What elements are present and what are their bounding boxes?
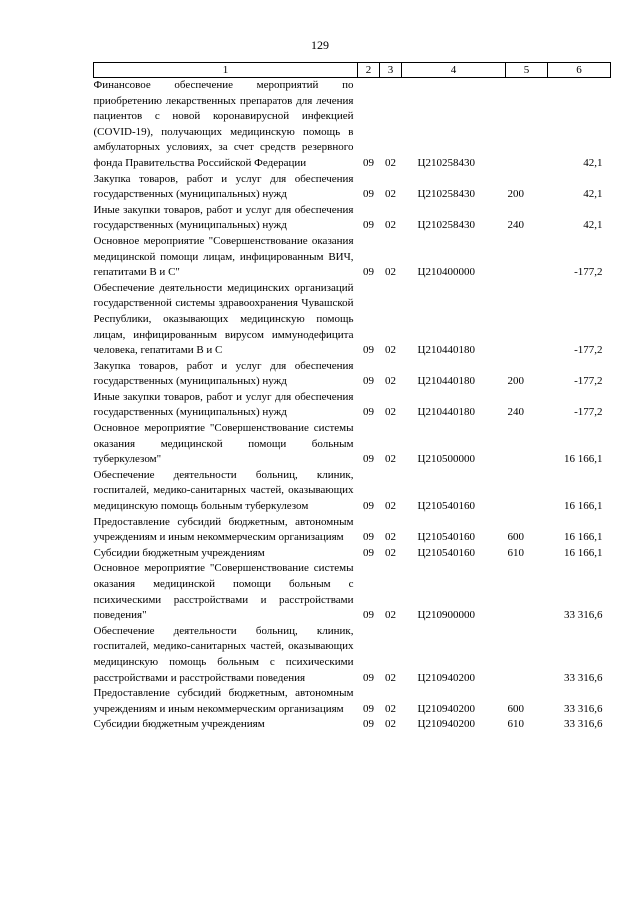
table-row	[94, 203, 611, 234]
row-target-code: Ц210258430	[417, 156, 475, 169]
row-section: 09	[363, 609, 374, 622]
row-target-code: Ц210258430	[417, 188, 475, 201]
row-section: 09	[363, 531, 374, 544]
row-amount: 42,1	[583, 156, 603, 169]
header-row	[94, 63, 611, 78]
page-number: 129	[311, 38, 329, 52]
table-row	[94, 468, 611, 515]
row-amount: 33 316,6	[564, 702, 603, 715]
row-subsection: 02	[385, 219, 396, 232]
row-subsection: 02	[385, 344, 396, 357]
row-expense-type: 600	[507, 531, 524, 544]
row-name: Предоставление субсидий бюджетным, автономным учреждениям и иным некоммерческим организациям	[93, 687, 354, 715]
row-name: Иные закупки товаров, работ и услуг для обеспечения государственных (муниципальных) нужд	[93, 390, 354, 419]
row-amount: 16 166,1	[564, 500, 603, 513]
row-subsection: 02	[385, 702, 396, 715]
row-amount: 33 316,6	[564, 609, 603, 622]
row-target-code: Ц210440180	[417, 406, 475, 419]
row-subsection: 02	[385, 609, 396, 622]
header-cell-name: 1	[94, 63, 358, 78]
table-row	[94, 686, 611, 717]
row-name: Субсидии бюджетным учреждениям	[93, 718, 265, 731]
table-row	[94, 359, 611, 390]
row-subsection: 02	[385, 266, 396, 279]
row-expense-type: 200	[507, 375, 524, 388]
row-name: Закупка товаров, работ и услуг для обеспечения государственных (муниципальных) нужд	[93, 359, 354, 388]
header-cell-amount: 6	[548, 63, 611, 78]
row-section: 09	[363, 188, 374, 201]
row-name: Основное мероприятие "Совершенствование системы оказания медицинской помощи больным с психическими расстройствами и расстройствами поведения"	[93, 562, 354, 622]
row-subsection: 02	[385, 375, 396, 388]
row-amount: 42,1	[583, 188, 603, 201]
table-row	[94, 172, 611, 203]
row-name: Обеспечение деятельности больниц, клиник, госпиталей, медико-санитарных частей, оказывающих медицинскую помощь больным туберкулезом	[93, 468, 354, 513]
row-amount: -177,2	[574, 344, 603, 357]
row-name: Финансовое обеспечение мероприятий по приобретению лекарственных препаратов для лечения пациентов с новой коронавирусной инфекцией (COVID-19), получающих медицинскую помощь в амбулаторных условиях, за счет средств резервного фонда Правительства Российской Федерации	[93, 79, 354, 169]
row-amount: 42,1	[583, 219, 603, 232]
row-amount: 16 166,1	[564, 546, 603, 559]
row-name: Основное мероприятие "Совершенствование системы оказания медицинской помощи больным туберкулезом"	[93, 422, 354, 466]
row-section: 09	[363, 453, 374, 466]
row-target-code: Ц210940200	[417, 671, 475, 684]
header-cell-subsection: 3	[380, 63, 402, 78]
row-section: 09	[363, 702, 374, 715]
row-expense-type	[506, 78, 548, 172]
header-cell-expense-type: 5	[506, 63, 548, 78]
row-name: Иные закупки товаров, работ и услуг для обеспечения государственных (муниципальных) нужд	[93, 203, 354, 232]
row-target-code: Ц210440180	[417, 375, 475, 388]
row-name: Обеспечение деятельности медицинских организаций государственной системы здравоохранения Чувашской Республики, оказывающих медицинскую помощь лицам, инфицированным вирусом иммунодефицита человека, гепатитами B и C	[93, 281, 354, 357]
row-name: Субсидии бюджетным учреждениям	[93, 546, 265, 559]
row-target-code: Ц210540160	[417, 500, 475, 513]
row-section: 09	[363, 219, 374, 232]
row-expense-type	[506, 421, 548, 468]
row-target-code: Ц210440180	[417, 344, 475, 357]
row-section: 09	[363, 156, 374, 169]
row-amount: 16 166,1	[564, 531, 603, 544]
row-amount: -177,2	[574, 406, 603, 419]
row-name: Закупка товаров, работ и услуг для обеспечения государственных (муниципальных) нужд	[93, 172, 354, 201]
row-name: Предоставление субсидий бюджетным, автономным учреждениям и иным некоммерческим организациям	[93, 515, 354, 544]
row-section: 09	[363, 266, 374, 279]
table-row	[94, 281, 611, 359]
row-amount: 33 316,6	[564, 671, 603, 684]
table-header	[94, 63, 611, 78]
table-row	[94, 390, 611, 421]
row-expense-type: 610	[507, 718, 524, 731]
row-subsection: 02	[385, 546, 396, 559]
row-section: 09	[363, 375, 374, 388]
header-cell-section: 2	[358, 63, 380, 78]
table-row	[94, 78, 611, 172]
row-target-code: Ц210258430	[417, 219, 475, 232]
row-expense-type	[506, 561, 548, 623]
table-row	[94, 624, 611, 686]
row-subsection: 02	[385, 188, 396, 201]
row-expense-type	[506, 281, 548, 359]
row-target-code: Ц210900000	[417, 609, 475, 622]
row-target-code: Ц210500000	[417, 453, 475, 466]
row-expense-type	[506, 234, 548, 281]
row-subsection: 02	[385, 453, 396, 466]
budget-table	[93, 62, 611, 733]
row-amount: -177,2	[574, 375, 603, 388]
row-target-code: Ц210540160	[417, 531, 475, 544]
row-section: 09	[363, 344, 374, 357]
row-section: 09	[363, 406, 374, 419]
row-target-code: Ц210400000	[417, 266, 475, 279]
header-cell-target: 4	[402, 63, 506, 78]
table-row	[94, 515, 611, 546]
row-amount: 16 166,1	[564, 453, 603, 466]
row-target-code: Ц210940200	[417, 718, 475, 731]
row-subsection: 02	[385, 531, 396, 544]
row-target-code: Ц210940200	[417, 702, 475, 715]
row-name: Основное мероприятие "Совершенствование оказания медицинской помощи лицам, инфицированным ВИЧ, гепатитами B и C"	[93, 234, 354, 279]
row-amount: 33 316,6	[564, 718, 603, 731]
row-expense-type: 200	[507, 188, 524, 201]
row-section: 09	[363, 546, 374, 559]
table-body	[94, 78, 611, 733]
table-row	[94, 546, 611, 562]
row-section: 09	[363, 718, 374, 731]
row-name: Обеспечение деятельности больниц, клиник, госпиталей, медико-санитарных частей, оказывающих медицинскую помощь больным с психическими расстройствами и расстройствами поведения	[93, 624, 354, 684]
row-subsection: 02	[385, 671, 396, 684]
row-section: 09	[363, 500, 374, 513]
row-subsection: 02	[385, 718, 396, 731]
row-expense-type: 610	[507, 546, 524, 559]
row-expense-type: 240	[507, 406, 524, 419]
table-row	[94, 421, 611, 468]
row-subsection: 02	[385, 500, 396, 513]
table-row	[94, 234, 611, 281]
row-amount: -177,2	[574, 266, 603, 279]
row-target-code: Ц210540160	[417, 546, 475, 559]
table-row	[94, 561, 611, 623]
table-row	[94, 717, 611, 733]
row-subsection: 02	[385, 156, 396, 169]
row-expense-type: 240	[507, 219, 524, 232]
row-subsection: 02	[385, 406, 396, 419]
row-expense-type: 600	[507, 702, 524, 715]
row-section: 09	[363, 671, 374, 684]
row-expense-type	[506, 624, 548, 686]
row-expense-type	[506, 468, 548, 515]
